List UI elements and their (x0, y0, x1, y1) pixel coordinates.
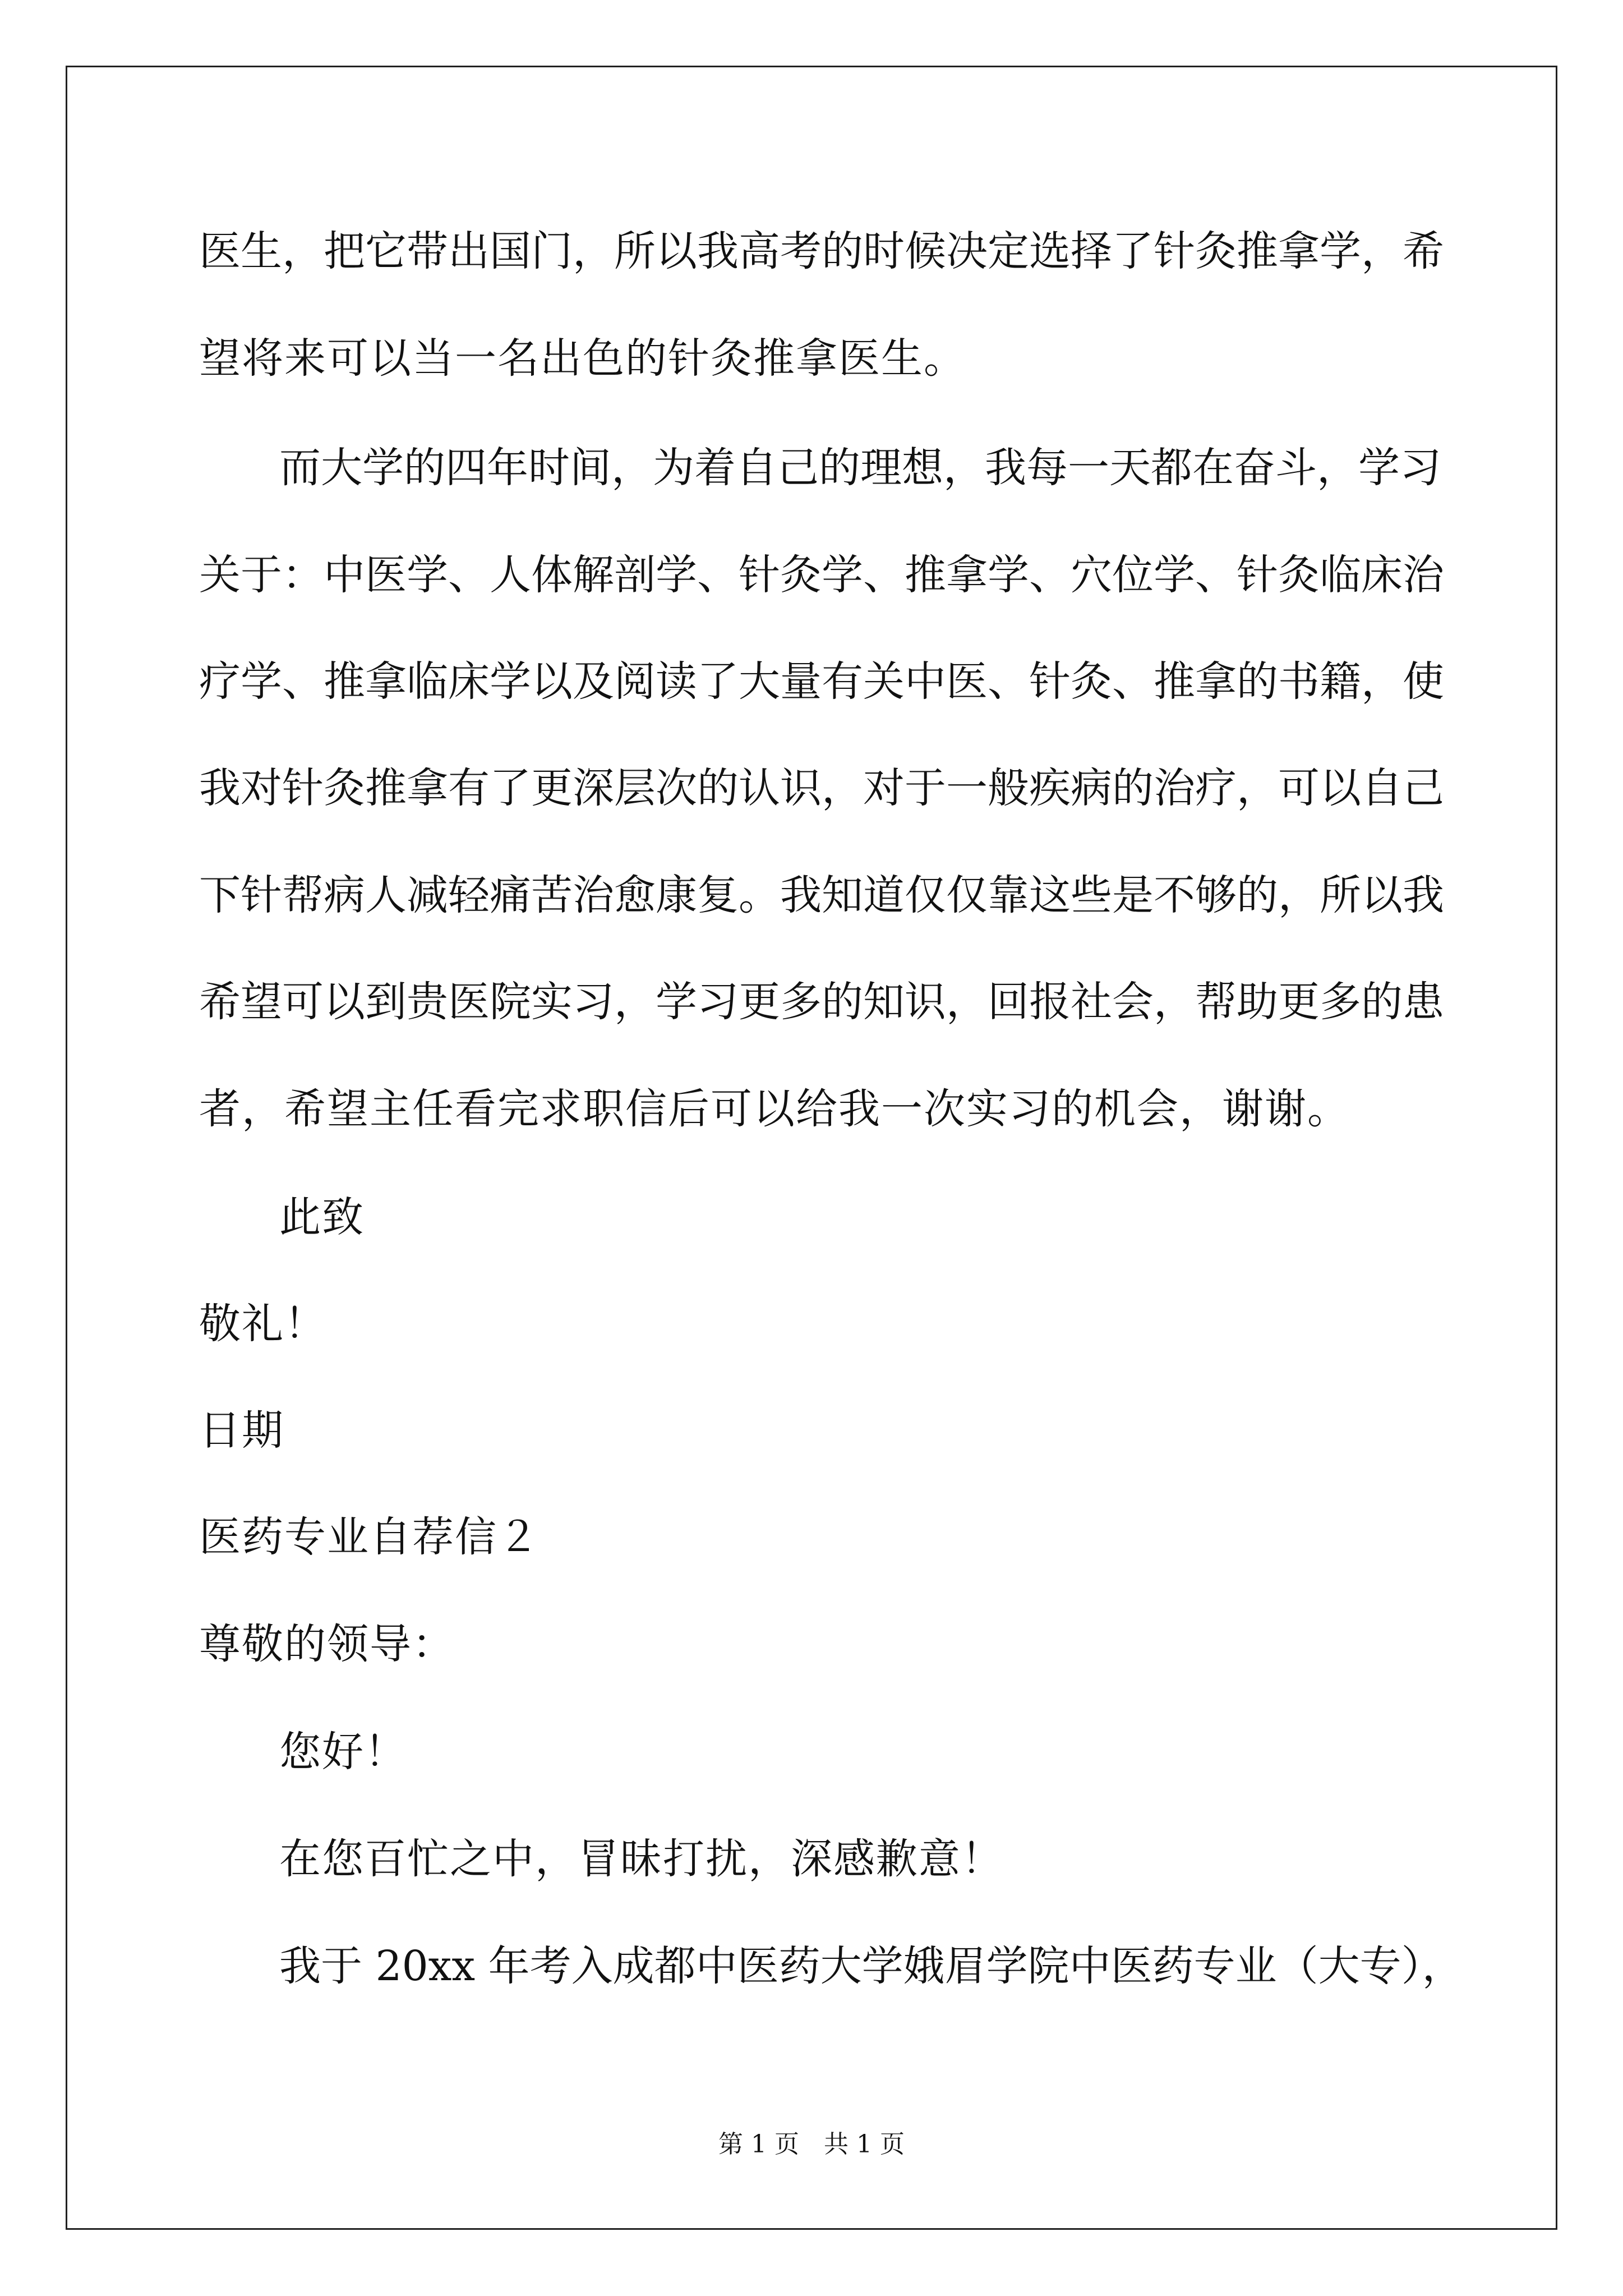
date-label: 日期 (199, 1406, 284, 1455)
body-text-line: 我于 20xx 年考入成都中医药大学娥眉学院中医药专业（大专）， (279, 1942, 1464, 1990)
body-text-line: 我对针灸推拿有了更深层次的认识，对于一般疾病的治疗，可以自己 (199, 764, 1444, 812)
body-text-line: 在您百忙之中，冒昧打扰，深感歉意！ (279, 1835, 1004, 1883)
body-text-line: 关于：中医学、人体解剖学、针灸学、推拿学、穴位学、针灸临床治 (199, 551, 1444, 599)
body-text-line: 疗学、推拿临床学以及阅读了大量有关中医、针灸、推拿的书籍，使 (199, 657, 1444, 706)
body-text-line: 而大学的四年时间，为着自己的理想，我每一天都在奋斗，学习 (279, 444, 1441, 492)
closing-salutation: 此致 (279, 1193, 365, 1241)
closing-regards: 敬礼！ (199, 1300, 327, 1348)
body-text-line: 医生，把它带出国门，所以我高考的时候决定选择了针灸推拿学，希 (199, 227, 1444, 275)
body-text-line: 望将来可以当一名出色的针灸推拿医生。 (199, 334, 966, 383)
page-number-footer: 第 1 页 共 1 页 (718, 2130, 905, 2159)
body-text-line: 希望可以到贵医院实习，学习更多的知识，回报社会，帮助更多的患 (199, 978, 1444, 1026)
section-title: 医药专业自荐信２ (199, 1513, 540, 1561)
body-text-line: 者，希望主任看完求职信后可以给我一次实习的机会，谢谢。 (199, 1085, 1350, 1133)
page-border (66, 66, 1557, 2230)
letter-greeting: 尊敬的领导： (199, 1620, 455, 1668)
body-text-line: 您好！ (279, 1728, 407, 1776)
body-text-line: 下针帮病人减轻痛苦治愈康复。我知道仅仅靠这些是不够的，所以我 (199, 871, 1444, 919)
